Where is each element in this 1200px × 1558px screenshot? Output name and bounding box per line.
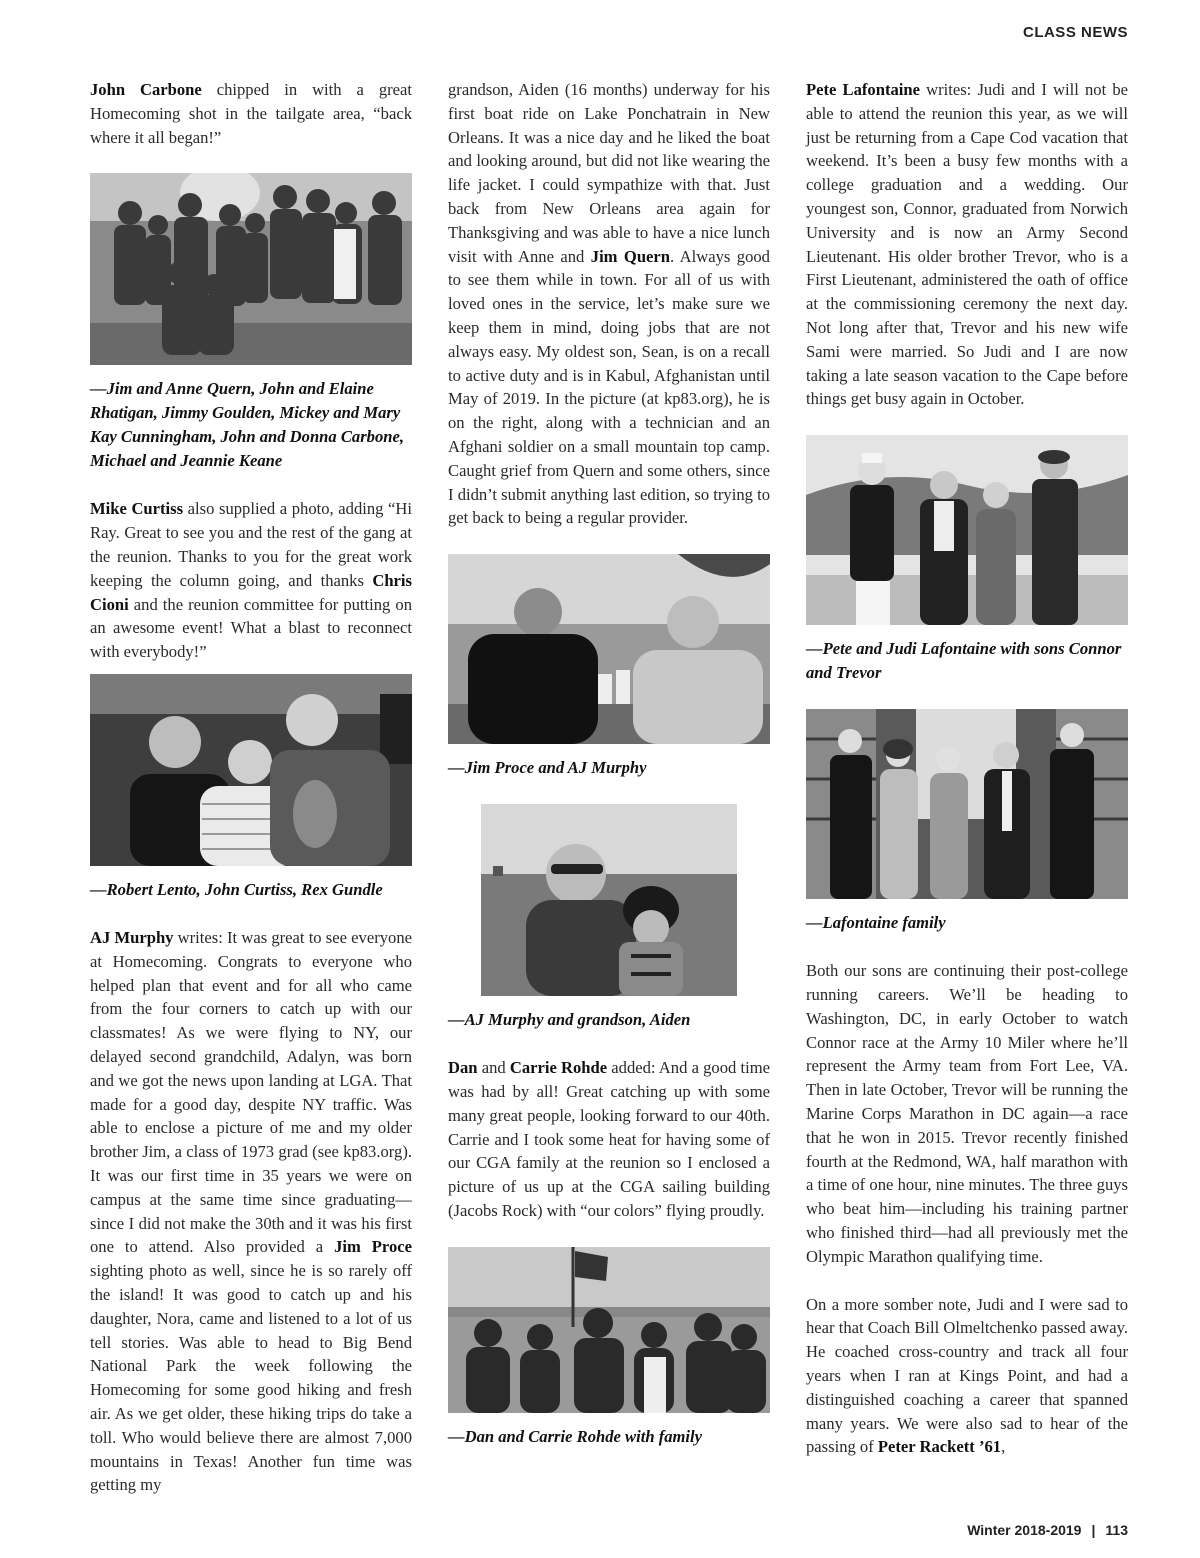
name-mike-curtiss: Mike Curtiss <box>90 499 184 519</box>
lafontaine-paragraph <box>806 78 1128 411</box>
paragraph-text: and the reunion committee for putting on an awesome event! What a blast to reconnect with everybody!” <box>90 594 412 662</box>
column-1 <box>90 78 412 1521</box>
paragraph-text: chipped in with a great Homecoming shot in the tailgate area, “back where it all began!” <box>90 80 412 147</box>
page-number: 113 <box>1105 1522 1128 1538</box>
name-dan: Dan <box>448 1058 478 1078</box>
photo-caption: —Pete and Judi Lafontaine with sons Connor and Trevor <box>806 639 1122 683</box>
paragraph-text: On a more somber note, Judi and I were sad to hear that Coach Bill Olmeltchenko passed away. He coached cross-country and track all four years when I ran at Kings Point, and had a distinguished coaching a career that spanned many years. We were also sad to hear of the passing of <box>806 1294 1128 1457</box>
carbone-paragraph <box>90 78 412 149</box>
photo-caption: —Lafontaine family <box>806 913 946 933</box>
section-header: CLASS NEWS <box>1022 24 1128 41</box>
paragraph-text: grandson, Aiden (16 months) underway for his first boat ride on Lake Ponchatrain in New Orleans. It was a nice day and he liked the boat and looking around, but did not like wearing the life jacket. I could sympathize with that. Just back from New Orleans area again for Thanksgiving and was able to have a nice lunch visit with Anne and <box>448 80 770 266</box>
photo-lafontaine-sons <box>806 435 1128 625</box>
issue-label: Winter 2018-2019 <box>967 1522 1082 1538</box>
paragraph-text: also supplied a photo, adding “Hi Ray. Great to see you and the rest of the gang at the reunion. Thanks to you for the great work keeping the column going, and thanks <box>90 499 412 590</box>
murphy-paragraph <box>90 926 412 1497</box>
photo-caption: —Jim Proce and AJ Murphy <box>448 758 647 778</box>
photo-rohde-family <box>448 1247 770 1413</box>
name-jim-proce: Jim Proce <box>334 1237 413 1257</box>
photo-proce-murphy <box>448 554 770 744</box>
photo-lafontaine-family <box>806 709 1128 899</box>
name-john-carbone: John Carbone <box>90 80 202 99</box>
paragraph-text: writes: It was great to see everyone at Homecoming. Congrats to everyone who helped plan that event and for all who came from the four corners to catch up with our classmates! As we were flying to NY, our delayed second grandchild, Adalyn, was born and we got the news upon landing at LGA. That made for a good day, despite NY traffic. Was able to enclose a picture of me and my older brother Jim, a class of 1973 grad (see kp83.org). It was our first time in 35 years we were on campus at the same time since graduating—since I did not make the 30th and it was his first one to attend. Also provided a <box>90 927 412 1257</box>
photo-murphy-grandson <box>481 804 737 996</box>
name-carrie-rohde: Carrie Rohde <box>509 1058 608 1078</box>
running-paragraph: Both our sons are continuing their post-college running careers. We’ll be heading to Washington, DC, in early October to watch Connor race at the Army 10 Miler where he’ll represent the Army team from Fort Lee, VA. Then in late October, Trevor will be running the Marine Corps Marathon in DC again—a race that he won in 2015. Trevor recently finished fourth at the Redmond, WA, half marathon with a time of one hour, nine minutes. The three guys who beat him—including his training partner who finished third—had all previously met the Olympic Marathon qualifying time. <box>806 961 1128 1266</box>
paragraph-text: , <box>1001 1437 1006 1457</box>
name-peter-rackett: Peter Rackett ’61 <box>877 1437 1002 1457</box>
paragraph-text: . Always good to see them while in town. For all of us with loved ones in the service, let’s make sure we keep them in mind, doing jobs that are not always easy. My oldest son, Sean, is on a recall to active duty and is in Kabul, Afghanistan until May of 2019. In the picture (at kp83.org), he is on the right, along with a technician and an Afghani soldier on a small mountain top camp. Caught grief from Quern and some others, since I didn’t submit anything last edition, so trying to get back to being a regular provider. <box>448 246 770 528</box>
paragraph-text: added: And a good time was had by all! Great catching up with some many great people, looking forward to our 40th. Carrie and I took some heat for having some of our CGA family at the reunion so I enclosed a picture of us up at the CGA sailing building (Jacobs Rock) with “our colors” flying proudly. <box>448 1058 770 1220</box>
photo-homecoming-group <box>90 173 412 365</box>
column-2 <box>448 78 770 1473</box>
photo-reunion-trio <box>90 674 412 866</box>
photo-caption: —Robert Lento, John Curtiss, Rex Gundle <box>90 879 383 899</box>
somber-paragraph <box>806 1293 1128 1460</box>
rohde-paragraph <box>448 1056 770 1223</box>
name-aj-murphy: AJ Murphy <box>90 927 174 947</box>
paragraph-text: writes: Judi and I will not be able to attend the reunion this year, as we will just be returning from a Cape Cod vacation that weekend. It’s been a busy few months with a college graduation and a wedding. Our youngest son, Connor, graduated from Norwich University and is now an Army Second Lieutenant. His older brother Trevor, who is a First Lieutenant, administered the oath of office at the commissioning ceremony the next day. Not long after that, Trevor and his new wife Sami were married. So Judi and I are now taking a late season vacation to the Cape before things get busy again in October. <box>806 80 1128 409</box>
paragraph-text: and <box>477 1058 510 1078</box>
photo-caption: —Dan and Carrie Rohde with family <box>448 1426 703 1446</box>
name-jim-quern: Jim Quern <box>590 246 671 266</box>
name-pete-lafontaine: Pete Lafontaine <box>806 80 920 99</box>
column-3 <box>806 78 1128 1483</box>
photo-caption: —AJ Murphy and grandson, Aiden <box>448 1010 691 1030</box>
murphy-continued-paragraph <box>448 78 770 530</box>
photo-caption: —Jim and Anne Quern, John and Elaine Rhatigan, Jimmy Goulden, Mickey and Mary Kay Cunningham, John and Donna Carbone, Michael and Jeannie Keane <box>90 379 405 471</box>
curtiss-paragraph <box>90 497 412 664</box>
paragraph-text: sighting photo as well, since he is so rarely off the island! It was good to catch up and his daughter, Nora, came and listened to a lot of us tell stories. Was able to head to Big Bend National Park the week following the Homecoming for some good hiking and fresh air. As we get older, these hiking trips do take a toll. Who would believe there are almost 7,000 mountains in Texas! Another fun time was getting my <box>90 1261 412 1495</box>
footer-separator: | <box>1091 1522 1096 1538</box>
name-chris-cioni: Chris Cioni <box>90 570 412 614</box>
page-footer <box>967 1522 1128 1538</box>
